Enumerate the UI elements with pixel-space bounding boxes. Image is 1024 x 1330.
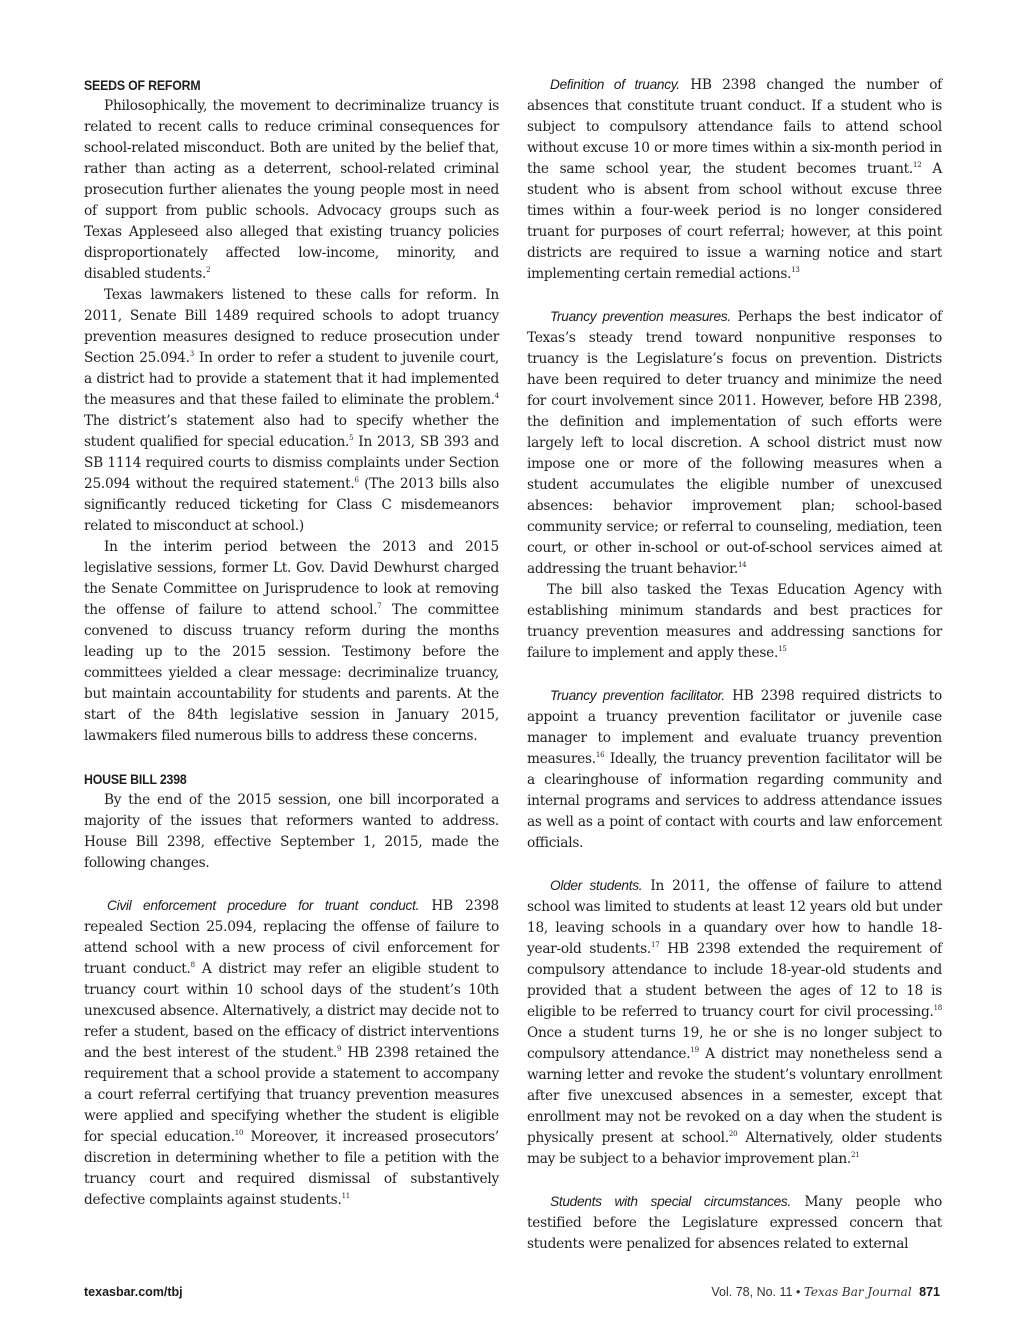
paragraph: Students with special circumstances. Many people who testified before the Legislature expressed concern that students were penalized for absences related to external — [527, 1194, 942, 1252]
footnote-ref: 3 — [189, 350, 194, 358]
footnote-ref: 5 — [349, 434, 354, 442]
page-number: 871 — [919, 1285, 940, 1299]
footnote-ref: 10 — [234, 1129, 244, 1137]
paragraph: In the interim period between the 2013 and 2015 legislative sessions, former Lt. Gov. David Dewhurst charged the Senate Committee on Jurisprudence to look at removing the offense of failure to attend school.$^7$ The committee convened to discuss truancy reform during the months leading up to the 2015 session. Testimony before the committees yielded a clear message: decriminalize truancy, but maintain accountability for students and parents. At the start of the 84th legislative session in January 2015, lawmakers filed numerous bills to address these concerns. — [84, 539, 499, 744]
footnote-ref: 15 — [778, 645, 787, 653]
subheading-truancy-prevention-measures: Truancy prevention measures. — [550, 309, 731, 324]
paragraph: The bill also tasked the Texas Education Agency with establishing minimum standards and best practices for truancy prevention measures and addressing sanctions for failure to implement and apply these.$^{15}$ — [527, 582, 942, 661]
paragraph: Truancy prevention facilitator. HB 2398 required districts to appoint a truancy prevention facilitator or juvenile case manager to implement and evaluate truancy prevention measures.$^{16}$ Ideally, the truancy prevention facilitator will be a clearinghouse of information regarding community and internal programs and services to address attendance issues as well as a point of contact with courts and law enforcement officials. — [527, 688, 943, 851]
footnote-ref: 21 — [851, 1151, 860, 1159]
footer-bullet: • — [795, 1285, 801, 1299]
footnote-ref: 11 — [341, 1192, 350, 1200]
subheading-special-circumstances: Students with special circumstances. — [550, 1194, 791, 1209]
section-heading-seeds-of-reform: SEEDS OF REFORM — [84, 77, 201, 93]
left-column — [84, 74, 499, 1211]
footer-url[interactable]: texasbar.com/tbj — [84, 1285, 183, 1299]
footnote-ref: 19 — [690, 1046, 699, 1054]
footnote-ref: 17 — [651, 941, 660, 949]
paragraph: Truancy prevention measures. Perhaps the best indicator of Texas’s steady trend toward nonpunitive responses to truancy is the Legislature’s focus on prevention. Districts have been required to deter truancy and minimize the need for court involvement since 2011. However, before HB 2398, the definition and implementation of such efforts were largely left to local discretion. A school district must now impose one or more of the following measures when a student accumulates the eligible number of unexcused absences: behavior improvement plan; school-based community service; or referral to counseling, mediation, teen court, or other in-school or out-of-school services aimed at addressing the truant behavior.$^{14}$ — [527, 309, 942, 577]
footnote-ref: 12 — [913, 161, 922, 169]
subheading-older-students: Older students. — [550, 878, 643, 893]
footer-publication — [711, 1285, 940, 1299]
paragraph: By the end of the 2015 session, one bill incorporated a majority of the issues that reformers wanted to address. House Bill 2398, effective September 1, 2015, made the following changes. — [84, 792, 499, 871]
footnote-ref: 16 — [595, 751, 605, 759]
paragraph: Texas lawmakers listened to these calls for reform. In 2011, Senate Bill 1489 required schools to adopt truancy prevention measures designed to reduce prosecution under Section 25.094.$^3$ In order to refer a student to juvenile court, a district had to provide a statement that it had implemented the measures and that these failed to eliminate the problem.$^4$ The district’s statement also had to specify whether the student qualified for special education.$^5$ In 2013, SB 393 and SB 1114 required courts to dismiss complaints under Section 25.094 without the required statement.$^6$ (The 2013 bills also significantly reduced ticketing for Class C misdemeanors related to misconduct at school.) — [84, 287, 500, 534]
footer-journal: Texas Bar Journal — [803, 1285, 912, 1299]
footer-volume: Vol. 78, No. 11 — [711, 1285, 793, 1299]
footnote-ref: 20 — [728, 1130, 738, 1138]
paragraph: Definition of truancy. HB 2398 changed the number of absences that constitute truant conduct. If a student who is subject to compulsory attendance fails to attend school without excuse 10 or more times within a six-month period in the same school year, the student becomes truant.$^{12}$ A student who is absent from school without excuse three times within a four-week period is no longer considered truant for purposes of court referral; however, at this point districts are required to issue a warning notice and start implementing certain remedial actions.$^{13}$ — [527, 77, 942, 282]
footnote-ref: 2 — [206, 266, 211, 274]
subheading-truancy-prevention-facilitator: Truancy prevention facilitator. — [550, 688, 725, 703]
paragraph: Older students. In 2011, the offense of failure to attend school was limited to students at least 12 years old but under 18, leaving schools in a quandary over how to handle 18-year-old students.$^{17}$ HB 2398 extended the requirement of compulsory attendance to include 18-year-old students and provided that a student between the ages of 12 to 18 is eligible to be referred to truancy court for civil processing.$^{18}$ Once a student turns 19, he or she is no longer subject to compulsory attendance.$^{19}$ A district may nonetheless send a warning letter and revoke the student’s voluntary enrollment after five unexcused absences in a semester, except that enrollment may not be revoked on a day when the student is physically present at school.$^{20}$ Alternatively, older students may be subject to a behavior improvement plan.$^{21}$ — [527, 878, 943, 1167]
right-column — [527, 74, 942, 1255]
paragraph: Civil enforcement procedure for truant conduct. HB 2398 repealed Section 25.094, replacing the offense of failure to attend school with a new process of civil enforcement for truant conduct.$^8$ A district may refer an eligible student to truancy court within 10 school days of the student’s 10th unexcused absence. Alternatively, a district may decide not to refer a student, based on the efficacy of district interventions and the best interest of the student.$^9$ HB 2398 retained the requirement that a school provide a statement to accompany a court referral certifying that truancy prevention measures were applied and specifying whether the student is eligible for special education.$^{10}$ Moreover, it increased prosecutors’ discretion in determining whether to file a petition with the truancy court and required dismissal of substantively defective complaints against students.$^{11}$ — [84, 898, 500, 1208]
section-heading-house-bill-2398: HOUSE BILL 2398 — [84, 771, 187, 787]
footnote-ref: 13 — [791, 266, 800, 274]
subheading-definition-of-truancy: Definition of truancy. — [550, 77, 680, 92]
footnote-ref: 14 — [737, 561, 747, 569]
footnote-ref: 7 — [377, 602, 382, 610]
footnote-ref: 9 — [337, 1045, 342, 1053]
footnote-ref: 8 — [190, 961, 195, 969]
footnote-ref: 6 — [354, 476, 359, 484]
footnote-ref: 4 — [494, 392, 499, 400]
paragraph: Philosophically, the movement to decriminalize truancy is related to recent calls to reduce criminal consequences for school-related misconduct. Both are united by the belief that, rather than acting as a deterrent, school-related criminal prosecution further alienates the young people most in need of support from public schools. Advocacy groups such as Texas Appleseed also alleged that existing truancy policies disproportionately affected low-income, minority, and disabled students.$^2$ — [84, 98, 499, 282]
subheading-civil-enforcement: Civil enforcement procedure for truant conduct. — [107, 898, 420, 913]
footnote-ref: 18 — [933, 1004, 942, 1012]
